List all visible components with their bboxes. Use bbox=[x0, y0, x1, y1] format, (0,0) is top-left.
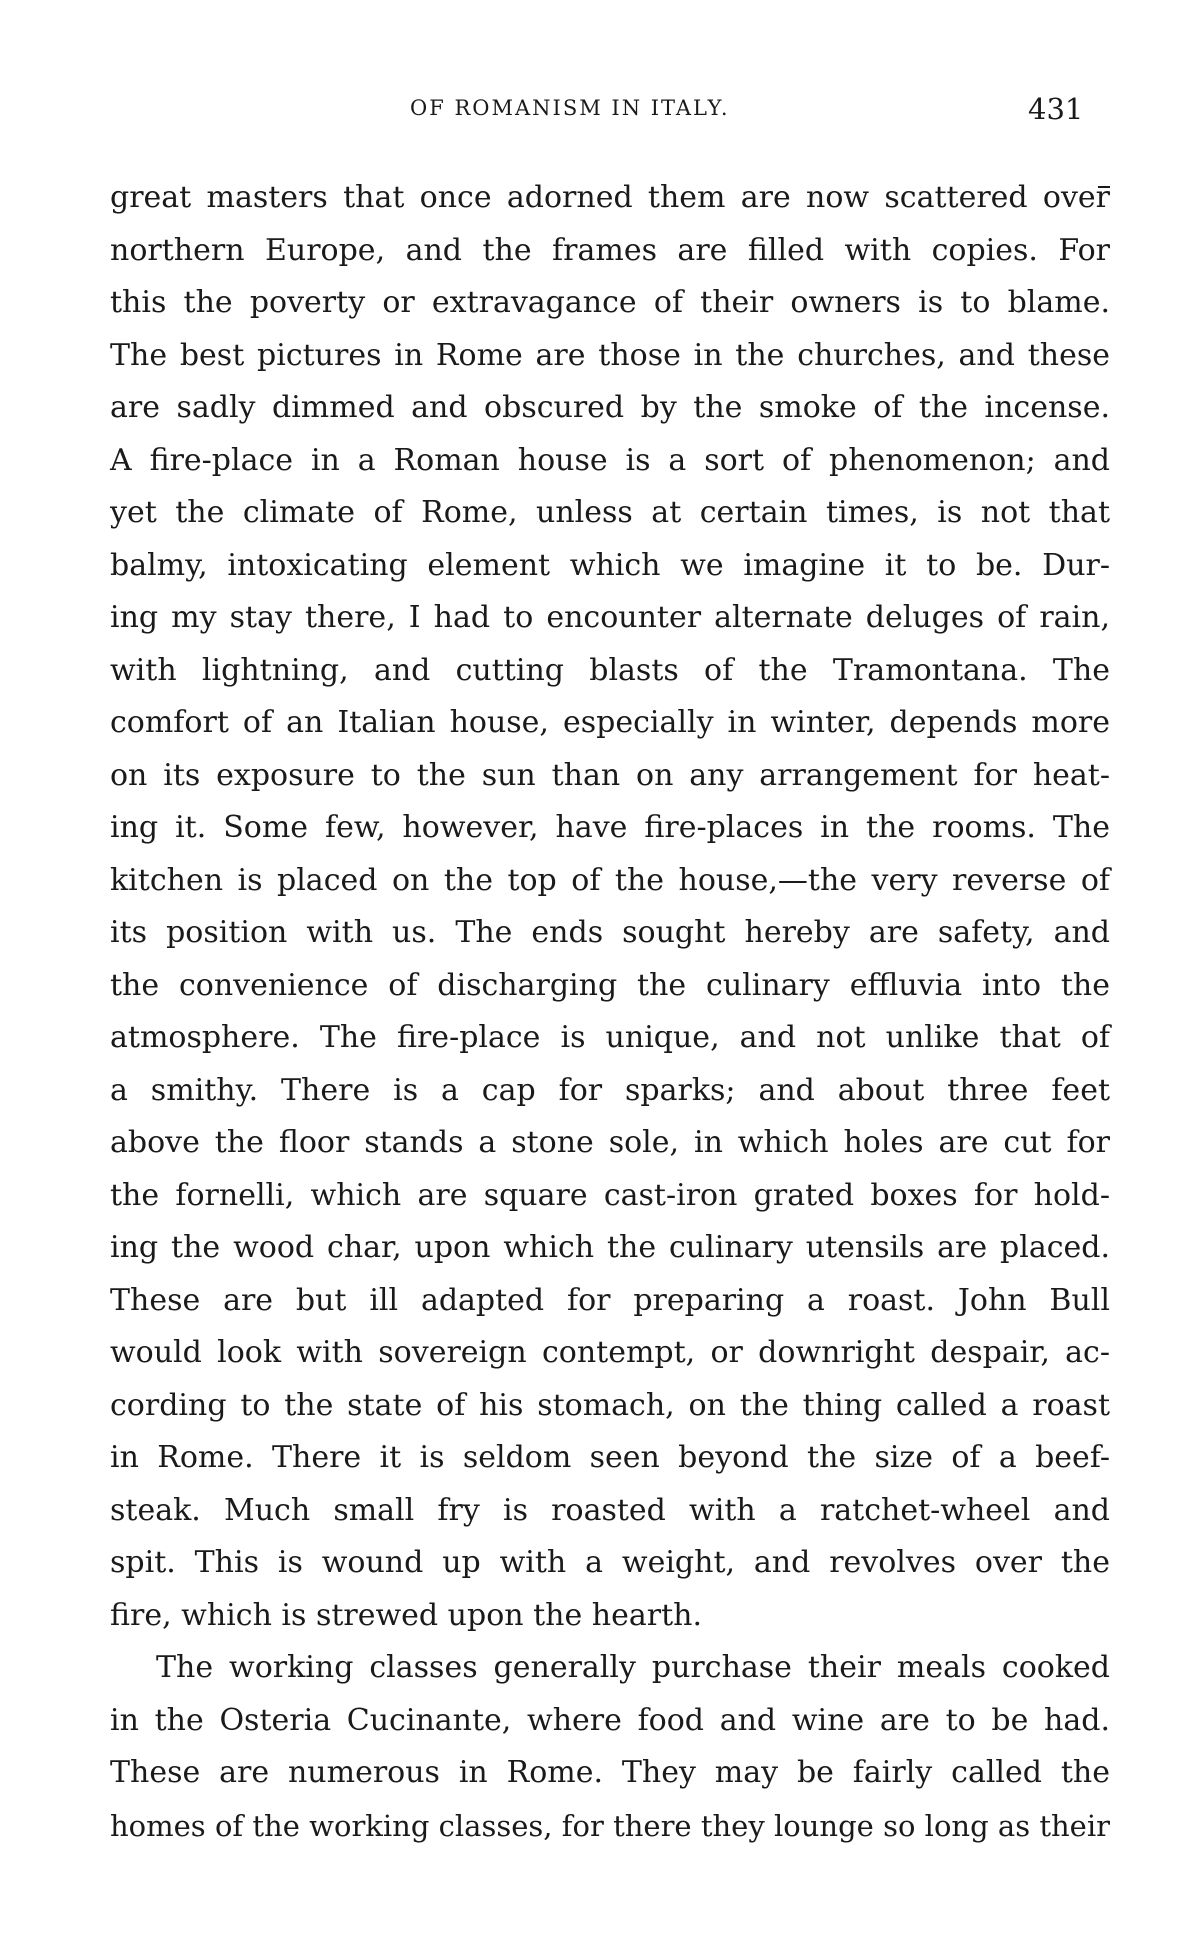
text-line: are sadly dimmed and obscured by the smoke of the incense. bbox=[110, 390, 1110, 425]
text-line: The working classes generally purchase their meals cooked bbox=[156, 1650, 1110, 1685]
text-line: balmy, intoxicating element which we imagine it to be. Dur- bbox=[110, 547, 1110, 583]
text-line: in the Osteria Cucinante, where food and wine are to be had. bbox=[110, 1702, 1110, 1738]
text-line: above the floor stands a stone sole, in which holes are cut for bbox=[110, 1125, 1110, 1160]
text-line: ing my stay there, I had to encounter alternate deluges of rain, bbox=[110, 600, 1110, 635]
text-line: cording to the state of his stomach, on the thing called a roast bbox=[110, 1387, 1110, 1423]
text-line: ing the wood char, upon which the culinary utensils are placed. bbox=[110, 1230, 1110, 1265]
text-line: on its exposure to the sun than on any arrangement for heat- bbox=[110, 757, 1110, 793]
text-line: a smithy. There is a cap for sparks; and about three feet bbox=[110, 1072, 1110, 1108]
text-line: comfort of an Italian house, especially in winter, depends more bbox=[110, 705, 1110, 740]
text-line: its position with us. The ends sought hereby are safety, and bbox=[110, 915, 1110, 950]
text-line: yet the climate of Rome, unless at certain times, is not that bbox=[110, 495, 1110, 530]
text-line: kitchen is placed on the top of the house,—the very reverse of bbox=[110, 862, 1110, 898]
running-head bbox=[0, 92, 1199, 132]
text-line: the fornelli, which are square cast-iron grated boxes for hold- bbox=[110, 1177, 1110, 1213]
page-body bbox=[110, 172, 1110, 1852]
page-number: 431 bbox=[1028, 92, 1084, 126]
text-line: in Rome. There it is seldom seen beyond the size of a beef- bbox=[110, 1440, 1110, 1475]
text-line: fire, which is strewed upon the hearth. bbox=[110, 1597, 703, 1633]
text-line: These are numerous in Rome. They may be fairly called the bbox=[110, 1755, 1110, 1790]
text-line: the convenience of discharging the culinary effluvia into the bbox=[110, 967, 1110, 1003]
paragraph-1 bbox=[110, 172, 1110, 1642]
text-line: atmosphere. The fire-place is unique, and not unlike that of bbox=[110, 1020, 1110, 1055]
text-line: would look with sovereign contempt, or downright despair, ac- bbox=[110, 1335, 1110, 1370]
text-line: ing it. Some few, however, have fire-places in the rooms. The bbox=[110, 810, 1110, 845]
text-line: homes of the working classes, for there they lounge so long as their bbox=[110, 1808, 1110, 1843]
running-title: OF ROMANISM IN ITALY. bbox=[410, 96, 730, 120]
text-line: great masters that once adorned them are now scattered over bbox=[110, 180, 1110, 215]
text-line: spit. This is wound up with a weight, and revolves over the bbox=[110, 1545, 1110, 1580]
paragraph-2 bbox=[110, 1642, 1110, 1852]
text-line: steak. Much small fry is roasted with a ratchet-wheel and bbox=[110, 1492, 1110, 1528]
text-line: northern Europe, and the frames are filled with copies. For bbox=[110, 232, 1110, 268]
text-line: this the poverty or extravagance of their owners is to blame. bbox=[110, 285, 1110, 320]
text-line: These are but ill adapted for preparing a roast. John Bull bbox=[110, 1282, 1110, 1318]
text-line: The best pictures in Rome are those in the churches, and these bbox=[110, 337, 1110, 373]
text-line: with lightning, and cutting blasts of the Tramontana. The bbox=[110, 652, 1110, 688]
text-line: A fire-place in a Roman house is a sort of phenomenon; and bbox=[110, 442, 1110, 478]
